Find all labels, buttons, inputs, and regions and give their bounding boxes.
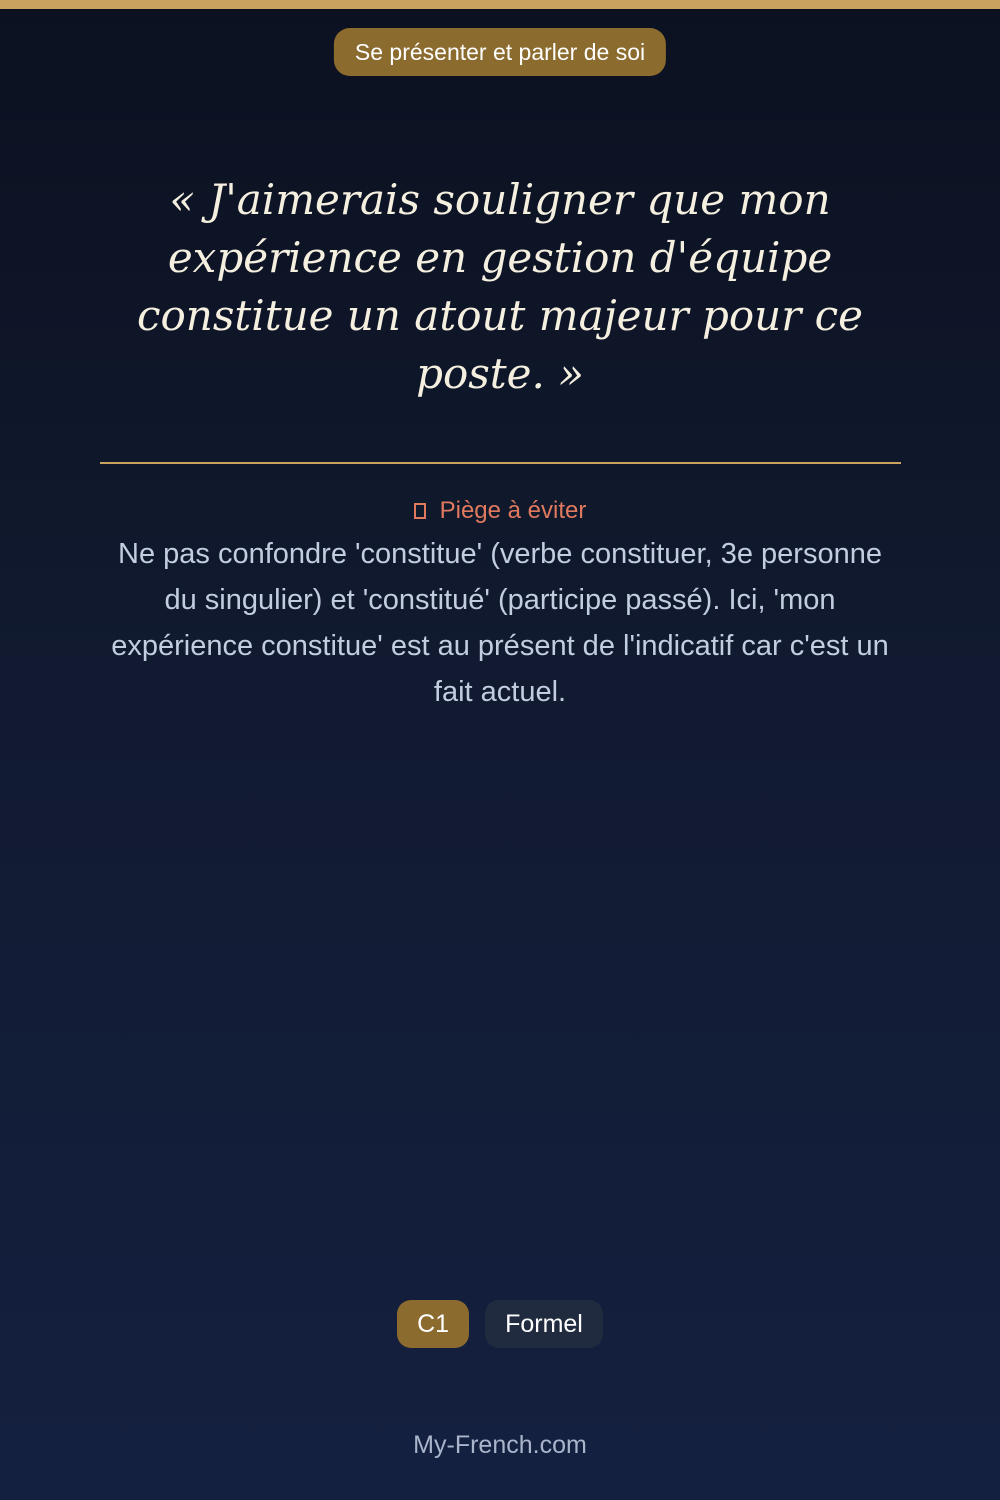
example-quote: « J'aimerais souligner que mon expérience en gestion d'équipe constitue un atout majeur pour ce poste. » <box>136 175 864 398</box>
warning-explanation: Ne pas confondre 'constitue' (verbe constituer, 3e personne du singulier) et 'constitué' (participe passé). Ici, 'mon expérience constitue' est au présent de l'indicatif car c'est un fait actuel. <box>111 538 889 708</box>
footer-brand: My-French.com <box>413 1431 587 1459</box>
category-pill: Se présenter et parler de soi <box>334 28 666 76</box>
level-badge: C1 <box>397 1300 469 1348</box>
warning-title: Piège à éviter <box>439 497 587 524</box>
tag-row <box>0 1300 1000 1348</box>
register-badge: Formel <box>485 1300 603 1348</box>
warning-heading <box>0 496 1000 526</box>
divider <box>100 462 901 464</box>
top-accent-bar <box>0 0 1000 9</box>
warning-box-icon <box>414 503 426 519</box>
